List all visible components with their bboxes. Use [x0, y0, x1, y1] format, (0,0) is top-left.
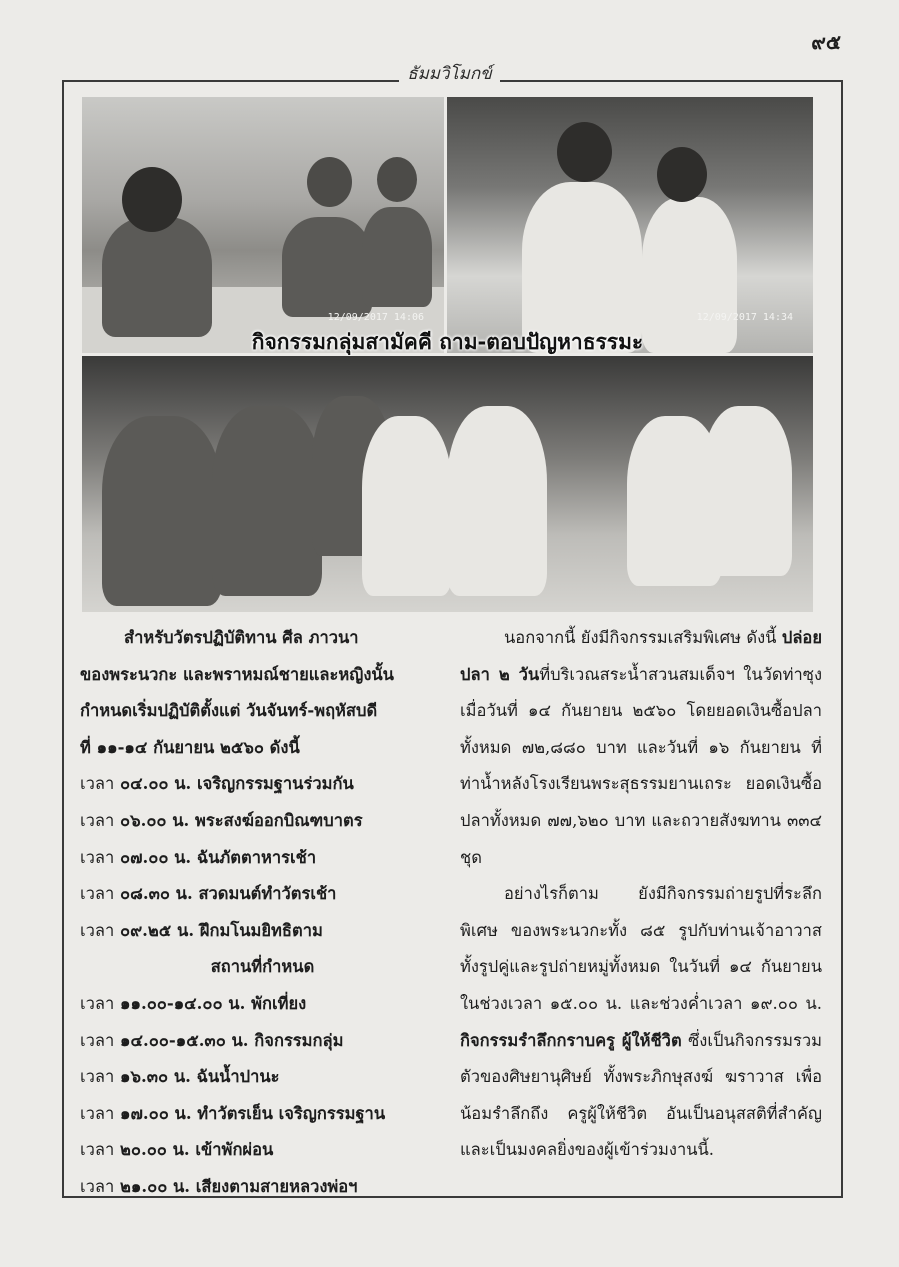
lay-figure: [362, 416, 452, 596]
schedule-item: เวลา ๐๖.๐๐ น. พระสงฆ์ออกบิณฑบาตร: [80, 810, 363, 830]
monk-figure: [212, 406, 322, 596]
photo-audience: [82, 356, 813, 612]
photo-lay-women-speaking: [447, 97, 813, 353]
schedule-item: เวลา ๐๙.๒๕ น. ฝึกมโนมยิทธิตาม: [80, 920, 323, 940]
monk-head: [377, 157, 417, 202]
monk-head: [307, 157, 352, 207]
lay-figure: [447, 406, 547, 596]
schedule-item: เวลา ๒๑.๐๐ น. เสียงตามสายหลวงพ่อฯ: [80, 1176, 358, 1196]
header-title: [0, 60, 899, 87]
schedule-item: เวลา ๐๗.๐๐ น. ฉันภัตตาหารเช้า: [80, 847, 317, 867]
schedule-item: เวลา ๐๘.๓๐ น. สวดมนต์ทำวัตรเช้า: [80, 884, 337, 904]
page-number: ๙๕: [811, 30, 841, 54]
monk-head: [122, 167, 182, 232]
paragraph-photo-and-ceremony: อย่างไรก็ตาม ยังมีกิจกรรมถ่ายรูปที่ระลึกพิเศษ ของพระนวกะทั้ง ๘๕ รูปกับท่านเจ้าอาวาส ทั้งรูปคู่และรูปถ่ายหมู่ทั้งหมด ในวันที่ ๑๔ กันยายนในช่วงเวลา ๑๕.๐๐ น. และช่วงค่ำเวลา ๑๙.๐๐ น. กิจกรรมรำลึกกราบครู ผู้ให้ชีวิต ซึ่งเป็นกิจกรรมรวมตัวของศิษยานุศิษย์ ทั้งพระภิกษุสงฆ์ ฆราวาส เพื่อน้อมรำลึกถึง ครูผู้ให้ชีวิต อันเป็นอนุสสติที่สำคัญและเป็นมงคลยิ่งของผู้เข้าร่วมงานนี้.: [460, 884, 822, 1160]
paragraph-fish-release: นอกจากนี้ ยังมีกิจกรรมเสริมพิเศษ ดังนี้ ปล่อยปลา ๒ วันที่บริเวณสระน้ำสวนสมเด็จฯ ในวัดท่าซุง เมื่อวันที่ ๑๔ กันยายน ๒๕๖๐ โดยยอดเงินซื้อปลาทั้งหมด ๗๒,๘๘๐ บาท และวันที่ ๑๖ กันยายน ที่ท่าน้ำหลังโรงเรียนพระสุธรรมยานเถระ ยอดเงินซื้อปลาทั้งหมด ๗๗,๖๒๐ บาท และถวายสังฆทาน ๓๓๔ ชุด: [460, 628, 823, 867]
monk-figure: [102, 217, 212, 337]
schedule-item: เวลา ๑๗.๐๐ น. ทำวัตรเย็น เจริญกรรมฐาน: [80, 1103, 386, 1123]
schedule-item: เวลา ๑๑.๐๐-๑๔.๐๐ น. พักเที่ยง: [80, 993, 307, 1013]
schedule-column: [80, 620, 445, 1206]
monk-figure: [102, 416, 222, 606]
intro-line: กำหนดเริ่มปฏิบัติตั้งแต่ วันจันทร์-พฤหัสบดี: [80, 701, 378, 721]
photo-caption: กิจกรรมกลุ่มสามัคคี ถาม-ตอบปัญหาธรรมะ: [251, 330, 644, 354]
photo-monks-discussion: [82, 97, 444, 353]
lay-figure: [702, 406, 792, 576]
schedule-item: เวลา ๐๔.๐๐ น. เจริญกรรมฐานร่วมกัน: [80, 774, 354, 794]
header-title-text: ธัมมวิโมกข์: [399, 64, 500, 84]
activities-column: [460, 620, 822, 1169]
schedule-item: เวลา ๒๐.๐๐ น. เข้าพักผ่อน: [80, 1140, 274, 1160]
schedule-item: เวลา ๑๔.๐๐-๑๕.๓๐ น. กิจกรรมกลุ่ม: [80, 1030, 344, 1050]
intro-line: ของพระนวกะ และพราหมณ์ชายและหญิงนั้น: [80, 664, 394, 684]
woman-head: [657, 147, 707, 202]
monk-figure: [362, 207, 432, 307]
photo-timestamp: 12/09/2017 14:34: [696, 312, 793, 323]
photo-timestamp: 12/09/2017 14:06: [327, 312, 424, 323]
schedule-item: เวลา ๑๖.๓๐ น. ฉันน้ำปานะ: [80, 1067, 280, 1087]
schedule-continuation: สถานที่กำหนด: [210, 957, 315, 977]
woman-head: [557, 122, 612, 182]
monk-figure: [282, 217, 372, 317]
intro-line: ที่ ๑๑-๑๔ กันยายน ๒๕๖๐ ดังนี้: [80, 737, 300, 757]
intro-line: สำหรับวัตรปฏิบัติทาน ศีล ภาวนา: [124, 628, 359, 647]
